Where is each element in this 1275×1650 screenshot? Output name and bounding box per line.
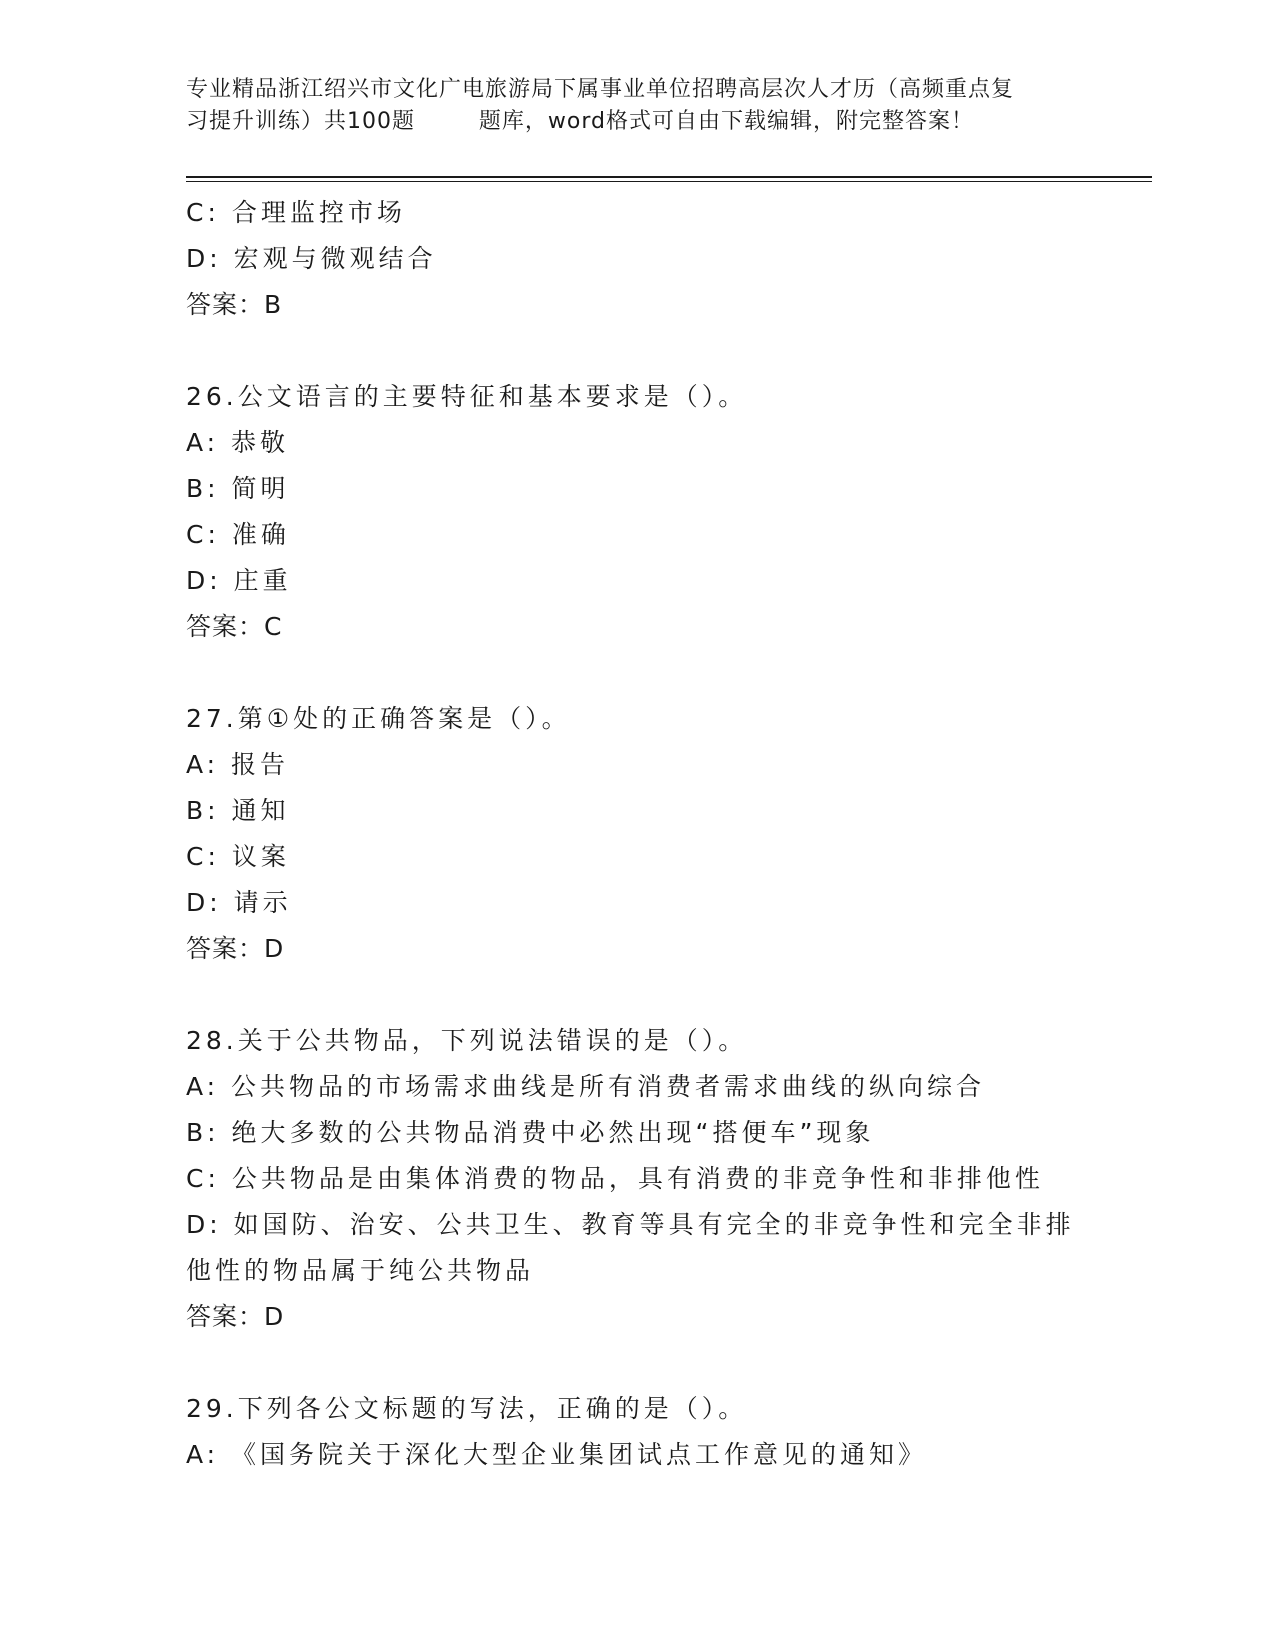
question-27-option-c: C: 议案 [186,842,290,871]
question-27-option-d: D: 请示 [186,888,292,917]
question-27-text: 27.第①处的正确答案是（）。 [186,704,571,733]
header-line-1: 专业精品浙江绍兴市文化广电旅游局下属事业单位招聘高层次人才历（高频重点复 [186,77,1015,102]
question-28-text: 28.关于公共物品，下列说法错误的是（）。 [186,1026,748,1055]
option-d: D: 宏观与微观结合 [186,244,437,273]
question-28-option-c: C: 公共物品是由集体消费的物品，具有消费的非竞争性和非排他性 [186,1164,1044,1193]
question-29-text: 29.下列各公文标题的写法，正确的是（）。 [186,1394,748,1423]
header-divider-thick [186,176,1152,178]
answer-line: 答案：B [186,290,283,319]
spacer [186,1340,1086,1386]
question-28-option-a: A: 公共物品的市场需求曲线是所有消费者需求曲线的纵向综合 [186,1072,986,1101]
question-27-option-b: B: 通知 [186,796,290,825]
header-line-2: 习提升训练）共100题 题库，word格式可自由下载编辑，附完整答案！ [186,109,975,134]
question-26-option-a: A: 恭敬 [186,428,290,457]
option-c: C: 合理监控市场 [186,198,406,227]
question-26-option-d: D: 庄重 [186,566,292,595]
header-divider-thin [186,181,1152,182]
question-list [186,190,1086,1478]
question-27-answer: 答案：D [186,934,285,963]
spacer [186,972,1086,1018]
question-26-option-b: B: 简明 [186,474,290,503]
question-26-text: 26.公文语言的主要特征和基本要求是（）。 [186,382,748,411]
question-27-option-a: A: 报告 [186,750,290,779]
question-28-option-d: D: 如国防、治安、公共卫生、教育等具有完全的非竞争性和完全非排他性的物品属于纯公共物品 [186,1210,1075,1285]
question-26-option-c: C: 准确 [186,520,290,549]
question-26-answer: 答案：C [186,612,283,641]
question-28-answer: 答案：D [186,1302,285,1331]
question-28-option-b: B: 绝大多数的公共物品消费中必然出现“搭便车”现象 [186,1118,875,1147]
question-29-option-a: A: 《国务院关于深化大型企业集团试点工作意见的通知》 [186,1440,928,1469]
document-header [186,74,1086,138]
spacer [186,650,1086,696]
spacer [186,328,1086,374]
